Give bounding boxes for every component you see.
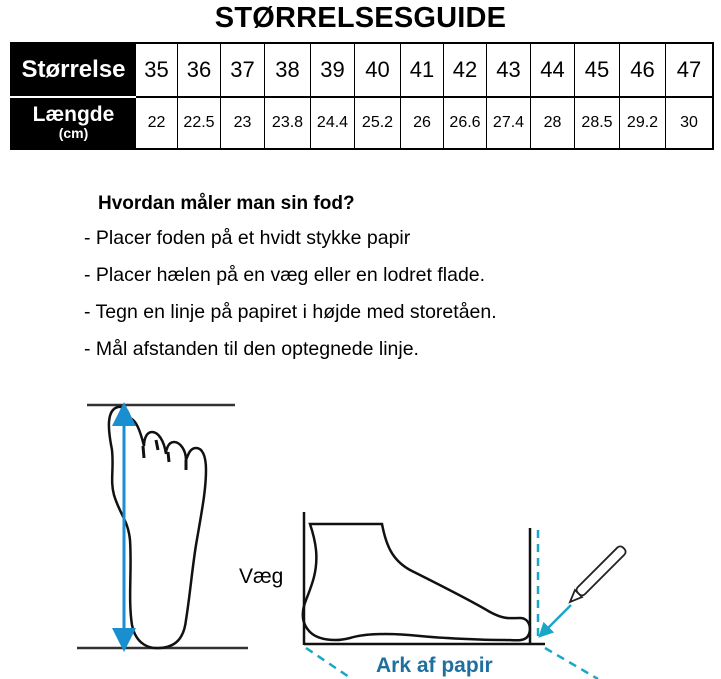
- length-cell: 27.4: [487, 97, 531, 149]
- length-cell: 23: [221, 97, 265, 149]
- length-cell: 24.4: [311, 97, 355, 149]
- foot-side-view-icon: [303, 512, 545, 645]
- length-cell: 28.5: [575, 97, 620, 149]
- length-cell: 23.8: [265, 97, 311, 149]
- length-cell: 25.2: [355, 97, 401, 149]
- length-cell: 26: [401, 97, 444, 149]
- size-cell: 47: [666, 43, 714, 97]
- paper-label: Ark af papir: [376, 654, 493, 677]
- size-cell: 44: [531, 43, 575, 97]
- length-cell: 28: [531, 97, 575, 149]
- wall-label: Væg: [239, 565, 284, 588]
- instruction-step: - Tegn en linje på papiret i højde med storetåen.: [84, 301, 497, 323]
- instruction-step: - Placer hælen på en væg eller en lodret flade.: [84, 264, 486, 286]
- length-cell: 26.6: [444, 97, 487, 149]
- length-label: Længde: [32, 103, 115, 126]
- length-cell: 30: [666, 97, 714, 149]
- size-cell: 45: [575, 43, 620, 97]
- instruction-step: - Placer foden på et hvidt stykke papir: [84, 227, 411, 249]
- size-cell: 36: [178, 43, 221, 97]
- length-cell: 22: [136, 97, 178, 149]
- size-cell: 39: [311, 43, 355, 97]
- length-cell: 22.5: [178, 97, 221, 149]
- length-cell: 29.2: [620, 97, 666, 149]
- size-cell: 43: [487, 43, 531, 97]
- foot-top-view-icon: [77, 405, 248, 648]
- size-cell: 35: [136, 43, 178, 97]
- length-unit: (cm): [58, 125, 89, 141]
- size-cell: 40: [355, 43, 401, 97]
- size-cell: 42: [444, 43, 487, 97]
- size-row-header: Størrelse: [11, 43, 136, 97]
- instruction-step: - Mål afstanden til den optegnede linje.: [84, 338, 419, 360]
- size-cell: 46: [620, 43, 666, 97]
- size-cell: 37: [221, 43, 265, 97]
- page-title: STØRRELSESGUIDE: [214, 2, 507, 34]
- pencil-icon: [566, 545, 627, 606]
- size-cell: 41: [401, 43, 444, 97]
- size-cell: 38: [265, 43, 311, 97]
- instructions-heading: Hvordan måler man sin fod?: [98, 193, 355, 214]
